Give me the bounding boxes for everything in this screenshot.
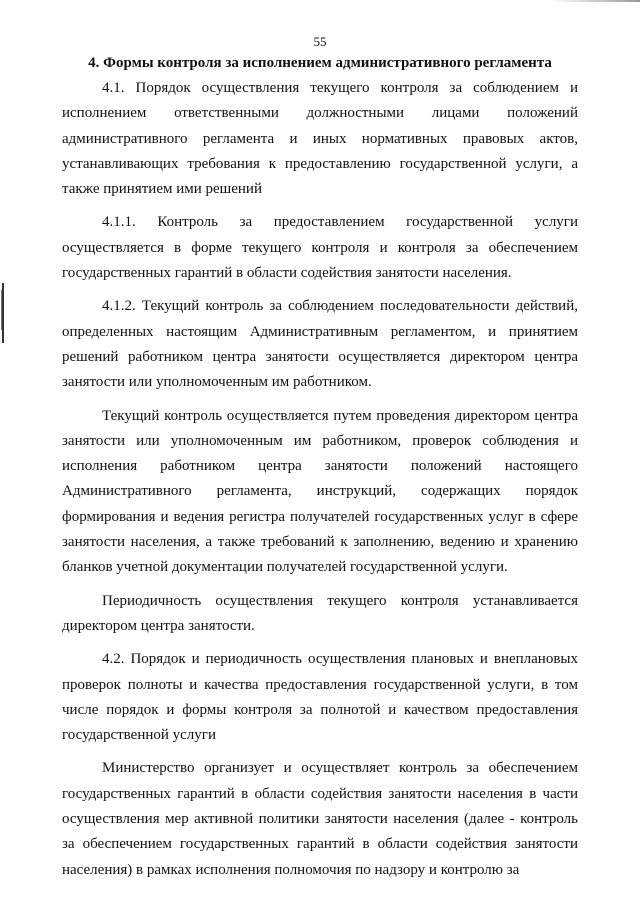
paragraph-4-1-2: 4.1.2. Текущий контроль за соблюдением последовательности действий, определенных настоящим Административным регламентом, и принятием решений работником центра занятости осуществляется директором центра занятости или уполномоченным им работником. [62,298,578,391]
paragraph-4-2: 4.2. Порядок и периодичность осуществления плановых и внеплановых проверок полноты и качества предоставления государственной услуги, в том числе порядок и формы контроля за полнотой и качеством предоставления государственной услуги [62,651,578,744]
paragraph-4-1: 4.1. Порядок осуществления текущего контроля за соблюдением и исполнением ответственными должностными лицами положений административного регламента и иных нормативных правовых актов, устанавливающих требования к предоставлению государственной услуги, а также принятием ими решений [62,80,578,198]
paragraph-current-control: Текущий контроль осуществляется путем проведения директором центра занятости или уполномоченным им работником, проверок соблюдения и исполнения работником центра занятости положений настоящего Административного регламента, инструкций, содержащих порядок формирования и ведения регистра получателей государственных услуг в сфере занятости населения, а также требований к заполнению, ведению и хранению бланков учетной документации получателей государственной услуги. [62,407,578,576]
paragraph-periodicity: Периодичность осуществления текущего контроля устанавливается директором центра занятости. [62,592,578,634]
paragraph-ministry: Министерство организует и осуществляет контроль за обеспечением государственных гарантий в области содействия занятости населения в части осуществления мер активной политики занятости населения (далее - контроль за обеспечением государственных гарантий в области содействия занятости населения) в рамках исполнения полномочия по надзору и контролю за [62,760,578,878]
scan-edge-mark-secondary [1,290,2,330]
document-page [62,34,578,891]
page-number: 55 [313,34,327,49]
scan-top-edge-shadow [550,0,640,2]
section-heading: 4. Формы контроля за исполнением административного регламента [88,55,552,71]
paragraph-4-1-1: 4.1.1. Контроль за предоставлением государственной услуги осуществляется в форме текущего контроля и контроля за обеспечением государственных гарантий в области содействия занятости населения. [62,214,578,282]
scan-edge-mark [2,283,4,343]
